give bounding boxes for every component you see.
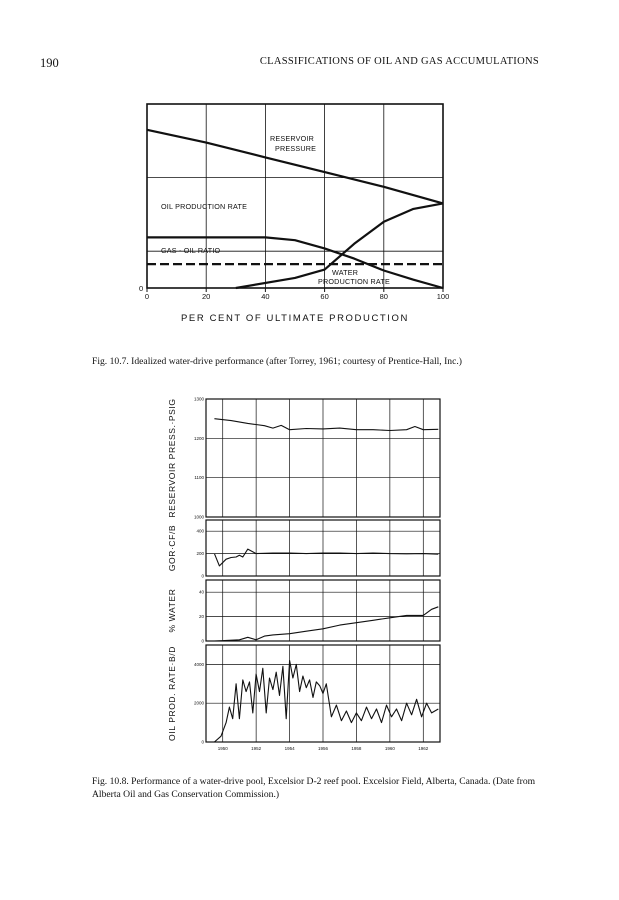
figure-10-7-chart <box>0 0 619 340</box>
y-tick-label: 20 <box>198 614 204 620</box>
reservoir-pressure-label-line1: RESERVOIR <box>270 134 315 143</box>
x-tick-label: 40 <box>261 292 270 301</box>
figure-10-7-caption: Fig. 10.7. Idealized water-drive performance (after Torrey, 1961; courtesy of Prentice-Hall, Inc.) <box>92 356 462 367</box>
y-origin-label: 0 <box>139 284 144 293</box>
water-production-label-line2: PRODUCTION RATE <box>318 277 390 286</box>
y-axis-label: RESERVOIR PRESS.·PSIG <box>167 398 177 518</box>
running-title: CLASSIFICATIONS OF OIL AND GAS ACCUMULATIONS <box>259 56 539 67</box>
series-line <box>214 549 438 566</box>
panel-1 <box>167 397 440 520</box>
x-tick-label: 20 <box>202 292 211 301</box>
x-tick-label: 1956 <box>317 746 329 751</box>
x-tick-label: 80 <box>379 292 388 301</box>
figure-10-8-chart <box>0 385 619 760</box>
x-tick-label: 0 <box>144 292 150 301</box>
y-tick-label: 2000 <box>193 700 204 706</box>
water-production-label-line1: WATER <box>332 268 359 277</box>
x-tick-label: 1950 <box>217 746 228 751</box>
panel-2 <box>167 520 440 579</box>
gas-oil-ratio-label: GAS - OIL RATIO <box>161 246 221 255</box>
y-tick-label: 0 <box>201 638 204 644</box>
series-line <box>214 661 438 743</box>
y-tick-label: 1000 <box>193 514 204 520</box>
y-tick-label: 4000 <box>193 661 204 667</box>
x-tick-label: 1952 <box>251 746 262 751</box>
figure-10-8-caption: Fig. 10.8. Performance of a water-drive pool, Excelsior D-2 reef pool. Excelsior Field, Alberta, Canada. (Date from Alberta Oil and Gas Conservation Commission.) <box>92 776 536 800</box>
y-tick-label: 40 <box>198 589 204 595</box>
panel-4 <box>167 645 440 745</box>
series-oil-production-rate <box>147 237 443 288</box>
y-tick-label: 1100 <box>194 475 204 481</box>
y-tick-label: 0 <box>201 739 204 745</box>
y-tick-label: 200 <box>196 551 204 557</box>
panel-3 <box>167 580 440 644</box>
y-tick-label: 0 <box>201 573 204 579</box>
y-axis-label: % WATER <box>167 588 177 633</box>
x-tick-label: 1958 <box>351 746 362 751</box>
x-tick-label: 1954 <box>284 746 295 751</box>
x-axis-title: PER CENT OF ULTIMATE PRODUCTION <box>181 313 409 324</box>
chart-frame <box>147 104 443 288</box>
x-tick-label: 100 <box>436 292 450 301</box>
reservoir-pressure-label-line2: PRESSURE <box>275 144 317 153</box>
oil-production-rate-label: OIL PRODUCTION RATE <box>161 202 248 211</box>
y-tick-label: 1300 <box>193 396 204 402</box>
y-tick-label: 1200 <box>193 435 204 441</box>
series-line <box>214 419 438 431</box>
series-line <box>214 607 438 641</box>
y-axis-label: GOR·CF/B <box>167 524 177 572</box>
x-tick-label: 1962 <box>418 746 429 751</box>
x-tick-label: 60 <box>320 292 329 301</box>
page-number: 190 <box>40 56 59 70</box>
y-tick-label: 400 <box>196 528 204 534</box>
y-axis-label: OIL PROD. RATE·B/D <box>167 646 177 741</box>
x-tick-label: 1960 <box>384 746 395 751</box>
